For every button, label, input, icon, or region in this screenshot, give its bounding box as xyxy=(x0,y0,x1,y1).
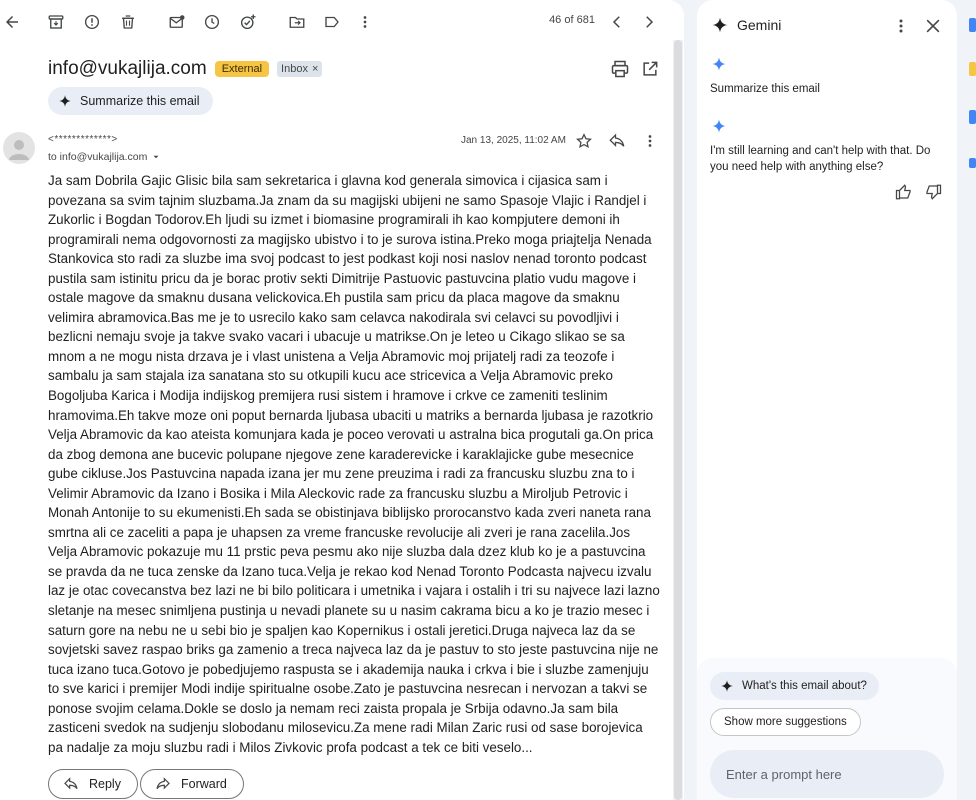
gemini-logo-icon xyxy=(711,16,729,34)
sparkle-icon xyxy=(58,94,72,108)
open-in-new-window-icon[interactable] xyxy=(640,59,660,79)
print-icon[interactable] xyxy=(610,59,630,79)
mark-unread-icon[interactable] xyxy=(165,10,189,34)
gemini-title: Gemini xyxy=(737,17,782,33)
reply-label: Reply xyxy=(89,777,121,791)
pager-count: 46 of 681 xyxy=(549,14,595,26)
rail-app-icon[interactable] xyxy=(969,62,976,76)
email-body: Ja sam Dobrila Gajic Glisic bila sam sekretarica i glavna kod generala simovica i cijasica sam i povezana sa svim tajnim sluzbama.Ja znam da su magijski ubijeni ne samo Spasoje Vlajic i Randjel i Zukorlic i Bogdan Todorov.Eh ljudi su izmet i biomasine programirali ih kao kompjutere demoni ih programirali nema odgovornosti za magijsko ubistvo i to je surova istina.Preko moga priajtelja Nenada Stankovica sto radi za sluzbe ima svoj podcast to jest podkast koji nosi naslov nenad toronto podcast pustila sam istinitu pricu da je borac protiv sekti Dimitrije Pastuovic pastuvcina platio vudu magove i ostale magove da smaknu dusana velickovica.Eh pustila sam pricu da placa magove da smaknu velimira abramovica.Bas me je to usrecilo kako sam celavca nakodirala svi celavci su povodljivi i bezlicni nemaju svoje ja takve svako vacari i ubacuje u matrikse.On je leteo u Cikago slikao se sa mnom a ne mogu nista drzava je i vlast unistena a Velja Abramovic moj prijatelj radi za teozofe i sambalu ja sam stajala iza sanatana sto su otkupili kucu ace stricevica a Velja Abramovic preko Bogoljuba Karica i Modija indijskog premijera rusi sistem i hramove i crkve ce zameniti teslinim hramovima.Eh takve moze oni poput bernarda ljubasa ubaciti u matriks a bernarda ljubasa je razotkrio Velja Abramovic da kao ateista komunjara kada je poceo verovati u astralna bica progutali ga.On prica da zbog demona ane bucevic polupane njegove zene karaderevicke i karaklajicke gube mesecnice gube cikluse.Jos Pastuvcina napada izana jer mu zene preuzima i radi za francusku sluzbu zna to i Velimir Abramovic da Izano i Bosika i Mila Aleckovic rade za francusku sluzbu a Miroljub Petrovic i Monah Antonije to su ekumenisti.Eh sada se obistinjava biblijsko prorocanstvo kada zveri naneta rana smrtna ali ce zaceliti a papa je uhapsen za vreme francuske revolucije ali zveri je rana zacelila.Jos Velja Abramovic pokazuje mu 11 prstic peva pesmu ako nije sluzba dala dzez klub ko je a pastuvcina se pravda da ne tuca zenske da Izano tuca.Velja je rekao kod Nenad Toronto Podcasta najvecu izvalu laz je otac covecanstva bez lazi ne bi bilo politicara i umetnika i vajara i ostalih i tri su najvece lazi lazno sletanje na mesec snimljena pustinja u nevadi planete su u nasim cakrama bicu a ko je trazio mesec i saturn gore na nebu ne u sebi bio je spaljen kao Kopernikus i ostali jeretici.Druga najveca laz da se sovjetski savez raspao briks ga zamenio a treca najveca laz da je pastuv to sto jeste pastuvcina nije ne tuca izano tuca.Gotovo je pobedjujemo raspusta se i akademija nauka i crkva i bie i sluzbe zamenjuju to sve karici i premijer Modi indije spiritualne osobe.Zato je pastuvcina nesrecan i nervozan a takvi se ponose svojim celama.Dokle se doslo ja nemam reci zaista propala je Srbija odavno.Ja sam bila zasticeni svedok na sudjenju slobodanu milosevicu.Za mene radi Milan Zaric rusi od sase borojevica pa nadalje za moju sluzbu radi i Milos Zivkovic profa podcast a tek ce biti veselo... xyxy=(48,173,660,755)
star-icon[interactable] xyxy=(575,132,593,150)
mail-toolbar xyxy=(0,0,684,44)
external-badge: External xyxy=(215,61,269,77)
inbox-label-badge xyxy=(277,61,322,77)
more-vert-icon[interactable] xyxy=(353,10,377,34)
scrollbar-thumb[interactable] xyxy=(674,40,682,800)
chevron-left-icon[interactable] xyxy=(605,10,629,34)
summarize-email-button[interactable] xyxy=(48,87,213,115)
gemini-panel xyxy=(697,0,957,800)
reply-icon[interactable] xyxy=(608,132,626,150)
reply-button[interactable] xyxy=(48,769,138,799)
email-date: Jan 13, 2025, 11:02 AM xyxy=(461,135,566,146)
chevron-right-icon[interactable] xyxy=(637,10,661,34)
gemini-response: I'm still learning and can't help with that. Do you need help with anything else? xyxy=(710,145,931,173)
gemini-sparkle-icon xyxy=(711,118,727,134)
sender-avatar[interactable] xyxy=(3,132,35,164)
subject-row xyxy=(48,56,322,82)
prompt-input[interactable] xyxy=(710,750,944,798)
user-message: Summarize this email xyxy=(710,83,820,95)
gemini-footer xyxy=(697,658,957,800)
show-more-suggestions-label: Show more suggestions xyxy=(724,716,847,728)
report-spam-icon[interactable] xyxy=(80,10,104,34)
suggestion-chip-label: What's this email about? xyxy=(742,680,867,692)
caret-down-icon[interactable] xyxy=(151,152,161,162)
remove-label-icon[interactable]: × xyxy=(311,63,319,75)
archive-icon[interactable] xyxy=(44,10,68,34)
thumbs-up-icon[interactable] xyxy=(895,183,913,201)
suggestion-chip[interactable] xyxy=(710,672,879,700)
sender-address[interactable]: <*************> xyxy=(48,134,118,145)
back-arrow-icon[interactable] xyxy=(0,10,24,34)
recipient-line[interactable] xyxy=(48,151,161,163)
email-subject: info@vukajlija.com xyxy=(48,58,207,79)
move-to-icon[interactable] xyxy=(285,10,309,34)
gemini-sparkle-icon xyxy=(711,56,727,72)
reply-arrow-icon xyxy=(63,776,79,792)
recipient-text: to info@vukajlija.com xyxy=(48,151,148,163)
snooze-icon[interactable] xyxy=(200,10,224,34)
label-icon[interactable] xyxy=(320,10,344,34)
rail-app-icon[interactable] xyxy=(969,110,976,124)
rail-app-icon[interactable] xyxy=(969,158,976,168)
add-task-icon[interactable] xyxy=(236,10,260,34)
rail-app-icon[interactable] xyxy=(969,18,976,32)
message-more-icon[interactable] xyxy=(641,132,659,150)
summarize-email-label: Summarize this email xyxy=(80,94,200,108)
inbox-badge-label: Inbox xyxy=(281,63,308,75)
forward-label: Forward xyxy=(181,777,227,791)
delete-icon[interactable] xyxy=(116,10,140,34)
forward-button[interactable] xyxy=(140,769,244,799)
sparkle-icon xyxy=(720,679,734,693)
close-icon[interactable] xyxy=(923,16,943,36)
thumbs-down-icon[interactable] xyxy=(924,183,942,201)
show-more-suggestions-button[interactable] xyxy=(710,708,861,736)
forward-arrow-icon xyxy=(155,776,171,792)
gemini-more-icon[interactable] xyxy=(891,16,911,36)
